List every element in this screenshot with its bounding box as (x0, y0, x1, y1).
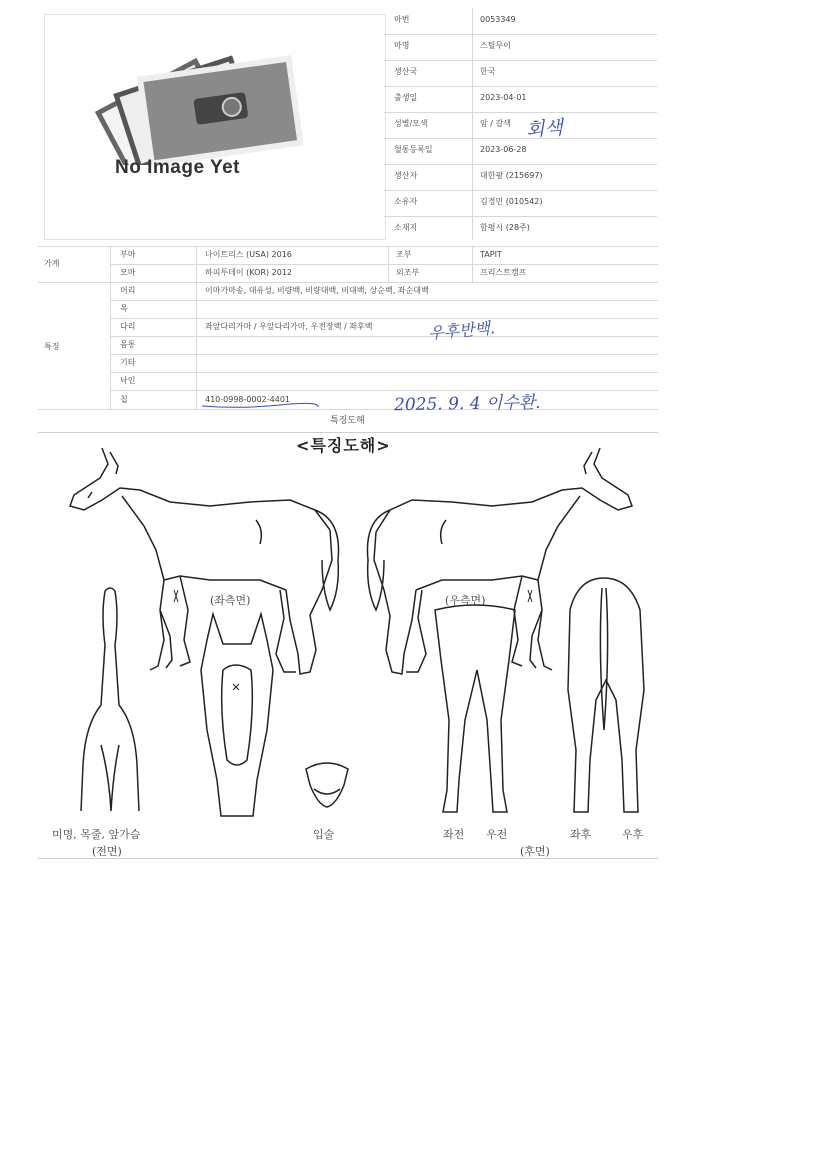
features-row-line (110, 354, 658, 355)
features-bottom-line (38, 409, 658, 410)
diagram-title: <특징도해> (296, 436, 391, 455)
sire-value: 나이트리스 (USA) 2016 (205, 250, 292, 259)
owner-label: 소유자 (394, 197, 418, 206)
info-row-line (384, 190, 657, 191)
features-row-line (110, 390, 658, 391)
pedigree-col-line (110, 246, 111, 282)
left-side-label: (좌측면) (210, 594, 251, 607)
horse-head-front-drawing (195, 610, 280, 825)
owner-value: 김경민 (010542) (480, 197, 543, 206)
birth-country-value: 한국 (480, 67, 496, 76)
breeder-value: 대한팜 (215697) (480, 171, 543, 180)
right-hind-label: 우후 (622, 828, 644, 841)
legs-label: 다리 (120, 322, 136, 331)
handwritten-underline (200, 402, 320, 410)
features-row-line (110, 372, 658, 373)
registration-date-value: 2023-06-28 (480, 145, 527, 154)
dam-label: 모마 (120, 268, 136, 277)
features-section-label: 특징 (44, 342, 60, 351)
brand-label: 낙인 (120, 376, 136, 385)
chip-label: 칩 (120, 395, 128, 404)
no-image-text: No Image Yet (115, 157, 240, 178)
info-row-line (384, 86, 657, 87)
front-caption: 미명, 목줄, 앞가슴 (52, 828, 141, 841)
no-image-placeholder (90, 55, 310, 165)
horse-name-value: 스틸무이 (480, 41, 511, 50)
diagram-bottom-line (38, 858, 658, 859)
neck-label: 목 (120, 304, 128, 313)
dam-value: 하피투데이 (KOR) 2012 (205, 268, 292, 277)
lips-label: 입술 (313, 828, 335, 841)
dam-sire-label: 외조부 (396, 268, 420, 277)
handwritten-date-signature: 2025. 9. 4 이수환. (393, 392, 541, 416)
grandsire-label: 조부 (396, 250, 412, 259)
features-row-line (110, 318, 658, 319)
features-row-line (110, 336, 658, 337)
left-hind-label: 좌후 (570, 828, 592, 841)
birth-date-value: 2023-04-01 (480, 93, 527, 102)
pedigree-section-label: 가계 (44, 259, 60, 268)
features-row-line (110, 300, 658, 301)
horse-hind-view-drawing (558, 570, 653, 820)
horse-front-view-drawing (75, 585, 155, 825)
sire-label: 부마 (120, 250, 136, 259)
horse-lips-drawing (300, 755, 355, 813)
chip-value: 410-0998-0002-4401 (205, 395, 291, 404)
sex-color-label: 성별/모색 (394, 119, 428, 128)
handwritten-color-note: 회색 (525, 116, 564, 142)
dam-sire-value: 프리스트캠프 (480, 268, 527, 277)
handwritten-leg-note: 우후반백. (427, 318, 496, 343)
front-view-label: (전면) (92, 845, 122, 858)
pedigree-col-line (388, 246, 389, 282)
info-row-line (384, 164, 657, 165)
registration-date-label: 혈통등록일 (394, 145, 433, 154)
pedigree-bottom-line (38, 282, 658, 283)
info-col-divider (472, 8, 473, 240)
birth-date-label: 출생일 (394, 93, 418, 102)
pedigree-col-line (196, 246, 197, 282)
info-row-line (384, 34, 657, 35)
sex-color-value: 암 / 갈색 (480, 119, 511, 128)
location-value: 함평시 (28주) (480, 223, 530, 232)
horse-number-value: 0053349 (480, 15, 516, 24)
grandsire-value: TAPIT (480, 250, 502, 259)
other-label: 기타 (120, 358, 136, 367)
birth-country-label: 생산국 (394, 67, 418, 76)
right-fore-label: 우전 (486, 828, 508, 841)
horse-number-label: 마번 (394, 15, 410, 24)
head-value: 이마가마송, 대유성, 비량백, 비량대백, 비대백, 상순백, 좌순대백 (205, 286, 429, 295)
body-label: 몸통 (120, 340, 136, 349)
pedigree-mid-line (110, 264, 658, 265)
horse-front-legs-drawing (425, 600, 525, 820)
left-fore-label: 좌전 (443, 828, 465, 841)
horse-name-label: 마명 (394, 41, 410, 50)
head-label: 머리 (120, 286, 136, 295)
location-label: 소재지 (394, 223, 418, 232)
info-row-line (384, 216, 657, 217)
right-side-label: (우측면) (445, 594, 486, 607)
pedigree-top-line (38, 246, 658, 247)
breeder-label: 생산자 (394, 171, 418, 180)
diagram-small-title: 특징도해 (330, 416, 365, 426)
info-row-line (384, 60, 657, 61)
rear-view-label: (후면) (520, 845, 550, 858)
legs-value: 좌앞다리가마 / 우앞다리가마, 우전장백 / 좌후백 (205, 322, 373, 331)
info-row-line (384, 112, 657, 113)
info-row-line (384, 138, 657, 139)
pedigree-col-line (472, 246, 473, 282)
